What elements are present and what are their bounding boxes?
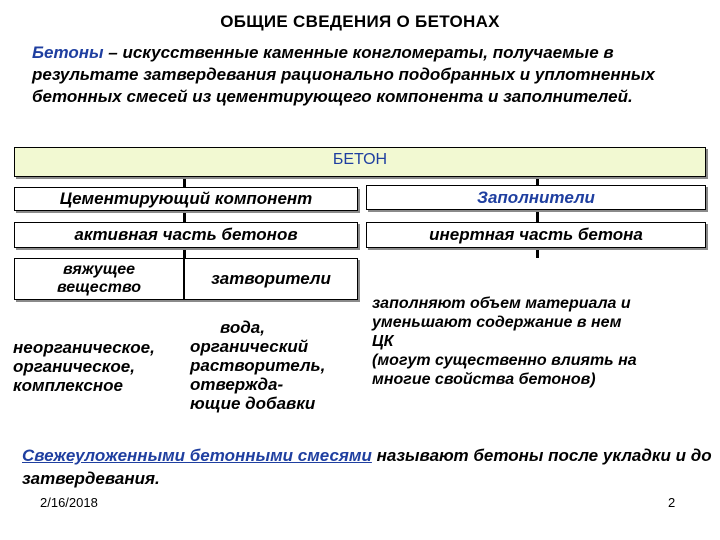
definition-text: – искусственные каменные конгломераты, получаемые в результате затвердевания рационально подобранных и уплотненных бетонных смесей из цементирующего компонента и заполнителей. bbox=[32, 43, 655, 106]
node-mixers bbox=[184, 258, 358, 300]
list-item: растворитель, bbox=[190, 356, 326, 375]
list-item: органическое, bbox=[13, 357, 135, 376]
node-mixers-label: затворители bbox=[211, 269, 331, 288]
node-binder-line1: вяжущее bbox=[62, 261, 136, 278]
list-item: отвержда- bbox=[190, 375, 284, 394]
node-inert-part-label: инертная часть бетона bbox=[429, 225, 643, 244]
slide-title: ОБЩИЕ СВЕДЕНИЯ О БЕТОНАХ bbox=[220, 12, 500, 31]
definition-term: Бетоны bbox=[32, 43, 104, 62]
root-node-beton bbox=[14, 147, 706, 177]
root-label: БЕТОН bbox=[332, 151, 388, 168]
node-fillers bbox=[366, 185, 706, 210]
list-item: органический bbox=[190, 337, 309, 356]
list-item: (могут существенно влиять на bbox=[372, 352, 637, 369]
list-item: неорганическое, bbox=[13, 338, 155, 357]
footer-paragraph bbox=[22, 444, 712, 490]
connector-left-mid bbox=[183, 210, 186, 222]
slide-date: 2/16/2018 bbox=[40, 495, 98, 510]
slide-page-number: 2 bbox=[668, 495, 676, 510]
list-item: комплексное bbox=[13, 376, 123, 395]
list-item: ющие добавки bbox=[190, 394, 316, 413]
binder-items-list bbox=[13, 338, 155, 395]
list-item: заполняют объем материала и bbox=[372, 295, 631, 312]
node-active-part-label: активная часть бетонов bbox=[74, 225, 298, 244]
fillers-description bbox=[372, 294, 637, 389]
node-fillers-label: Заполнители bbox=[477, 187, 595, 207]
footer-term: Свежеуложенными бетонными смесями bbox=[22, 446, 372, 465]
connector-left-bottom bbox=[183, 248, 186, 258]
list-item: уменьшают содержание в нем bbox=[372, 314, 622, 331]
footer-text: называют бетоны после укладки и до затвердевания. bbox=[22, 446, 712, 488]
node-binder-line2: вещество bbox=[57, 279, 141, 296]
node-active-part bbox=[14, 222, 358, 248]
connector-right-bottom bbox=[536, 248, 539, 258]
mixers-items-list bbox=[190, 318, 325, 413]
list-item: ЦК bbox=[372, 333, 394, 350]
node-cementing-label: Цементирующий компонент bbox=[59, 189, 313, 208]
list-item: многие свойства бетонов) bbox=[372, 371, 596, 388]
definition-paragraph bbox=[32, 42, 712, 108]
node-inert-part bbox=[366, 222, 706, 248]
connector-right-mid bbox=[536, 210, 539, 222]
node-binder bbox=[14, 258, 184, 300]
connector-left-top bbox=[183, 177, 186, 187]
node-cementing-component bbox=[14, 187, 358, 211]
list-item: вода, bbox=[220, 318, 265, 337]
